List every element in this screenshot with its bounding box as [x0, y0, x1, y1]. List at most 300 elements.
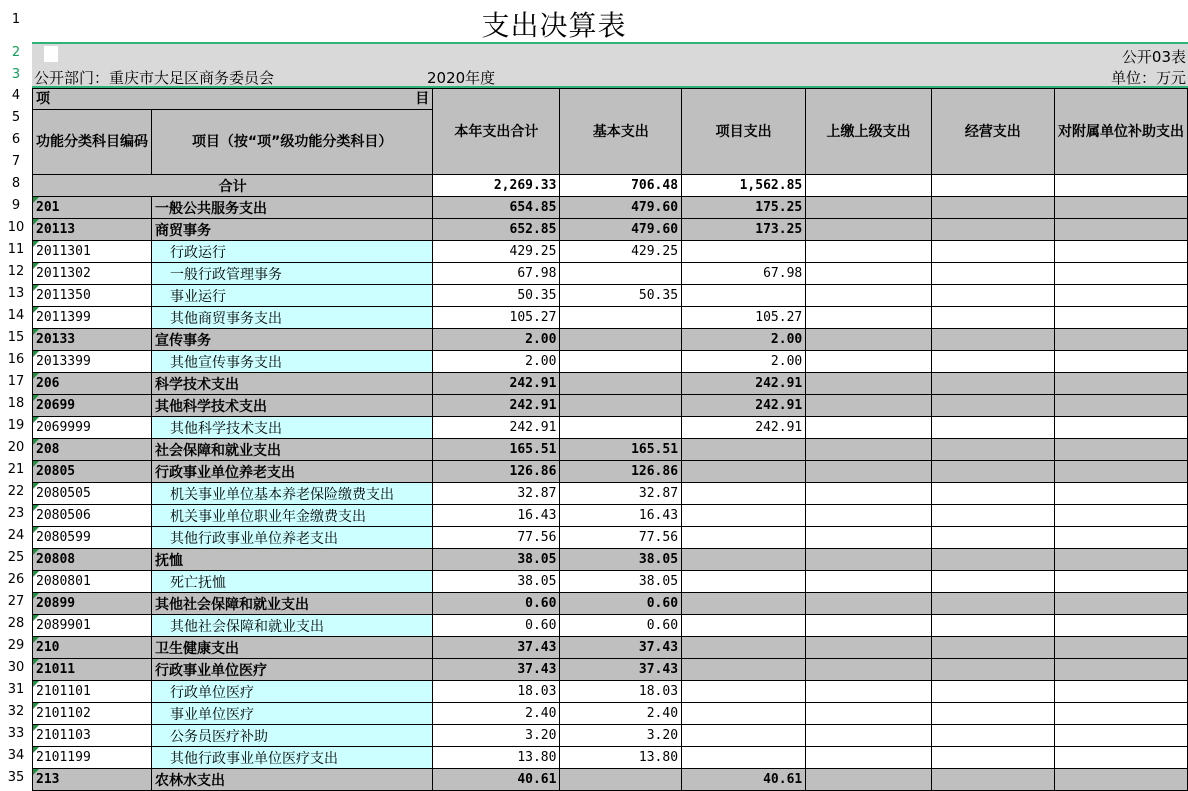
table-row: [33, 329, 1188, 351]
item-header-cell[interactable]: [33, 89, 433, 110]
value-cell[interactable]: 652.85: [433, 219, 560, 241]
row-number[interactable]: 17: [7, 374, 25, 389]
row-number[interactable]: 32: [7, 704, 25, 719]
value-cell[interactable]: [682, 593, 806, 615]
code-col-header[interactable]: 功能分类科目编码: [33, 110, 152, 175]
value-cell[interactable]: [1054, 241, 1187, 263]
name-cell[interactable]: 死亡抚恤: [152, 571, 433, 593]
value-cell[interactable]: [682, 659, 806, 681]
value-cell[interactable]: [931, 725, 1054, 747]
value-cell[interactable]: [682, 285, 806, 307]
name-cell[interactable]: 事业运行: [152, 285, 433, 307]
value-cell[interactable]: 165.51: [433, 439, 560, 461]
value-cell[interactable]: 105.27: [682, 307, 806, 329]
code-cell[interactable]: 2101101: [33, 681, 152, 703]
value-cell[interactable]: [682, 505, 806, 527]
value-cell[interactable]: [806, 549, 931, 571]
code-cell[interactable]: 21011: [33, 659, 152, 681]
name-cell[interactable]: 其他社会保障和就业支出: [152, 615, 433, 637]
value-cell[interactable]: 242.91: [682, 417, 806, 439]
col-header-2[interactable]: 项目支出: [682, 89, 806, 175]
value-cell[interactable]: 40.61: [433, 769, 560, 791]
row-number[interactable]: 30: [7, 660, 25, 675]
row-number[interactable]: 35: [7, 770, 25, 785]
value-cell[interactable]: 0.60: [560, 615, 682, 637]
value-cell[interactable]: [682, 483, 806, 505]
row-number[interactable]: 8: [11, 176, 21, 191]
row-number[interactable]: 34: [7, 748, 25, 763]
row-number-gutter: [0, 0, 32, 791]
value-cell[interactable]: [560, 263, 682, 285]
value-cell[interactable]: [806, 241, 931, 263]
value-cell[interactable]: [1054, 681, 1187, 703]
table-row: [33, 549, 1188, 571]
value-cell[interactable]: [1054, 637, 1187, 659]
code-cell[interactable]: 2101199: [33, 747, 152, 769]
value-cell[interactable]: 126.86: [433, 461, 560, 483]
value-cell[interactable]: [931, 747, 1054, 769]
row-number[interactable]: 13: [7, 286, 25, 301]
row-number[interactable]: 11: [7, 242, 25, 257]
value-cell[interactable]: 37.43: [560, 637, 682, 659]
value-cell[interactable]: 175.25: [682, 197, 806, 219]
code-cell[interactable]: 20699: [33, 395, 152, 417]
row-number[interactable]: 2: [11, 45, 21, 60]
value-cell[interactable]: 16.43: [560, 505, 682, 527]
value-cell[interactable]: [1054, 219, 1187, 241]
code-cell[interactable]: 20899: [33, 593, 152, 615]
value-cell[interactable]: [682, 703, 806, 725]
value-cell[interactable]: [931, 219, 1054, 241]
code-cell[interactable]: 2089901: [33, 615, 152, 637]
value-cell[interactable]: 37.43: [433, 659, 560, 681]
value-cell[interactable]: 0.60: [433, 615, 560, 637]
code-cell[interactable]: 2080801: [33, 571, 152, 593]
item-header-right: 目: [415, 91, 430, 107]
value-cell[interactable]: [1054, 373, 1187, 395]
value-cell[interactable]: 429.25: [433, 241, 560, 263]
row-number[interactable]: 26: [7, 572, 25, 587]
value-cell[interactable]: 242.91: [682, 395, 806, 417]
table-row: [33, 461, 1188, 483]
value-cell[interactable]: [931, 637, 1054, 659]
value-cell[interactable]: [806, 417, 931, 439]
value-cell[interactable]: [806, 703, 931, 725]
value-cell[interactable]: [560, 373, 682, 395]
value-cell[interactable]: [560, 417, 682, 439]
value-cell[interactable]: 165.51: [560, 439, 682, 461]
value-cell[interactable]: [1054, 307, 1187, 329]
value-cell[interactable]: [682, 549, 806, 571]
value-cell[interactable]: [1054, 549, 1187, 571]
value-cell[interactable]: [931, 351, 1054, 373]
value-cell[interactable]: [1054, 417, 1187, 439]
table-row: [33, 219, 1188, 241]
row-number[interactable]: 5: [11, 110, 21, 125]
department-label: 公开部门：重庆市大足区商务委员会: [34, 69, 275, 87]
value-cell[interactable]: [931, 681, 1054, 703]
code-cell[interactable]: 2069999: [33, 417, 152, 439]
name-cell[interactable]: 其他科学技术支出: [152, 417, 433, 439]
name-cell[interactable]: 其他行政事业单位医疗支出: [152, 747, 433, 769]
value-cell[interactable]: [560, 329, 682, 351]
value-cell[interactable]: [931, 593, 1054, 615]
value-cell[interactable]: 32.87: [560, 483, 682, 505]
row-number[interactable]: 33: [7, 726, 25, 741]
row-number[interactable]: 12: [7, 264, 25, 279]
value-cell[interactable]: 67.98: [433, 263, 560, 285]
value-cell[interactable]: [806, 197, 931, 219]
value-cell[interactable]: 173.25: [682, 219, 806, 241]
code-cell[interactable]: 208: [33, 439, 152, 461]
value-cell[interactable]: [931, 549, 1054, 571]
code-cell[interactable]: 2011350: [33, 285, 152, 307]
spreadsheet: [32, 0, 1188, 791]
name-col-header[interactable]: 项目（按“项”级功能分类科目）: [152, 110, 433, 175]
value-cell[interactable]: [1054, 703, 1187, 725]
value-cell[interactable]: [1054, 197, 1187, 219]
header-row-item: [33, 89, 1188, 110]
row-number[interactable]: 7: [11, 154, 21, 169]
row-number[interactable]: 18: [7, 396, 25, 411]
table-row: [33, 241, 1188, 263]
code-cell[interactable]: 2080505: [33, 483, 152, 505]
code-cell[interactable]: 2011399: [33, 307, 152, 329]
row-number[interactable]: 28: [7, 616, 25, 631]
value-cell[interactable]: [806, 637, 931, 659]
value-cell[interactable]: [931, 571, 1054, 593]
name-cell[interactable]: 公务员医疗补助: [152, 725, 433, 747]
value-cell[interactable]: 77.56: [560, 527, 682, 549]
value-cell[interactable]: [682, 461, 806, 483]
table-row: [33, 769, 1188, 791]
total-cell-5[interactable]: [1054, 175, 1187, 197]
value-cell[interactable]: [1054, 483, 1187, 505]
value-cell[interactable]: [806, 659, 931, 681]
name-cell[interactable]: 商贸事务: [152, 219, 433, 241]
name-cell[interactable]: 其他商贸事务支出: [152, 307, 433, 329]
name-cell[interactable]: 行政运行: [152, 241, 433, 263]
value-cell[interactable]: [806, 307, 931, 329]
name-cell[interactable]: 行政事业单位医疗: [152, 659, 433, 681]
row-number[interactable]: 22: [7, 484, 25, 499]
value-cell[interactable]: [1054, 263, 1187, 285]
year-label: 2020年度: [427, 69, 496, 87]
value-cell[interactable]: 38.05: [433, 549, 560, 571]
value-cell[interactable]: 105.27: [433, 307, 560, 329]
value-cell[interactable]: 0.60: [560, 593, 682, 615]
value-cell[interactable]: [1054, 615, 1187, 637]
name-cell[interactable]: 农林水支出: [152, 769, 433, 791]
name-cell[interactable]: 行政事业单位养老支出: [152, 461, 433, 483]
value-cell[interactable]: [1054, 593, 1187, 615]
value-cell[interactable]: 2.00: [682, 351, 806, 373]
code-cell[interactable]: 20808: [33, 549, 152, 571]
value-cell[interactable]: [931, 461, 1054, 483]
name-cell[interactable]: 其他科学技术支出: [152, 395, 433, 417]
row-number[interactable]: 4: [11, 88, 21, 103]
col-header-5[interactable]: 对附属单位补助支出: [1054, 89, 1187, 175]
name-cell[interactable]: 一般行政管理事务: [152, 263, 433, 285]
value-cell[interactable]: 654.85: [433, 197, 560, 219]
code-cell[interactable]: 2101102: [33, 703, 152, 725]
name-cell[interactable]: 卫生健康支出: [152, 637, 433, 659]
value-cell[interactable]: 3.20: [560, 725, 682, 747]
row-number[interactable]: 3: [11, 67, 21, 82]
value-cell[interactable]: 2.00: [682, 329, 806, 351]
value-cell[interactable]: [806, 593, 931, 615]
name-cell[interactable]: 事业单位医疗: [152, 703, 433, 725]
table-row: [33, 373, 1188, 395]
table-row: [33, 417, 1188, 439]
table-row: [33, 637, 1188, 659]
row-number[interactable]: 10: [7, 220, 25, 235]
title-row: [32, 0, 1188, 44]
value-cell[interactable]: [682, 637, 806, 659]
value-cell[interactable]: [806, 483, 931, 505]
value-cell[interactable]: 0.60: [433, 593, 560, 615]
value-cell[interactable]: 38.05: [560, 571, 682, 593]
table-row: [33, 593, 1188, 615]
value-cell[interactable]: [806, 615, 931, 637]
value-cell[interactable]: [806, 747, 931, 769]
value-cell[interactable]: [560, 307, 682, 329]
value-cell[interactable]: 2.00: [433, 329, 560, 351]
col-header-0[interactable]: 本年支出合计: [433, 89, 560, 175]
value-cell[interactable]: [931, 769, 1054, 791]
value-cell[interactable]: [806, 527, 931, 549]
row-number[interactable]: 20: [7, 440, 25, 455]
name-cell[interactable]: 一般公共服务支出: [152, 197, 433, 219]
table-row: [33, 681, 1188, 703]
code-cell[interactable]: 213: [33, 769, 152, 791]
row-number[interactable]: 14: [7, 308, 25, 323]
table-row: [33, 307, 1188, 329]
value-cell[interactable]: 2.40: [433, 703, 560, 725]
value-cell[interactable]: [931, 197, 1054, 219]
value-cell[interactable]: [682, 527, 806, 549]
value-cell[interactable]: [931, 241, 1054, 263]
total-label[interactable]: 合计: [33, 175, 433, 197]
code-cell[interactable]: 2080599: [33, 527, 152, 549]
value-cell[interactable]: [560, 351, 682, 373]
name-cell[interactable]: 其他宣传事务支出: [152, 351, 433, 373]
total-cell-0[interactable]: 2,269.33: [433, 175, 560, 197]
total-cell-2[interactable]: 1,562.85: [682, 175, 806, 197]
table-row: [33, 725, 1188, 747]
name-cell[interactable]: 其他社会保障和就业支出: [152, 593, 433, 615]
value-cell[interactable]: [1054, 461, 1187, 483]
code-cell[interactable]: 20113: [33, 219, 152, 241]
name-cell[interactable]: 社会保障和就业支出: [152, 439, 433, 461]
value-cell[interactable]: 18.03: [433, 681, 560, 703]
value-cell[interactable]: [1054, 285, 1187, 307]
table-row: [33, 615, 1188, 637]
col-header-3[interactable]: 上缴上级支出: [806, 89, 931, 175]
value-cell[interactable]: 3.20: [433, 725, 560, 747]
value-cell[interactable]: [806, 219, 931, 241]
value-cell[interactable]: [931, 505, 1054, 527]
value-cell[interactable]: 16.43: [433, 505, 560, 527]
table-row: [33, 197, 1188, 219]
code-cell[interactable]: 20805: [33, 461, 152, 483]
row-number[interactable]: 25: [7, 550, 25, 565]
value-cell[interactable]: 50.35: [433, 285, 560, 307]
row-number[interactable]: 31: [7, 682, 25, 697]
code-cell[interactable]: 2080506: [33, 505, 152, 527]
value-cell[interactable]: 242.91: [682, 373, 806, 395]
name-cell[interactable]: 行政单位医疗: [152, 681, 433, 703]
value-cell[interactable]: 37.43: [433, 637, 560, 659]
code-cell[interactable]: 2011301: [33, 241, 152, 263]
selected-cell[interactable]: [44, 46, 58, 62]
value-cell[interactable]: [806, 263, 931, 285]
value-cell[interactable]: [560, 395, 682, 417]
value-cell[interactable]: 13.80: [560, 747, 682, 769]
value-cell[interactable]: [931, 373, 1054, 395]
value-cell[interactable]: [931, 483, 1054, 505]
name-cell[interactable]: 其他行政事业单位养老支出: [152, 527, 433, 549]
row-number[interactable]: 1: [11, 12, 21, 27]
value-cell[interactable]: [931, 703, 1054, 725]
value-cell[interactable]: [1054, 769, 1187, 791]
table-row: [33, 571, 1188, 593]
row-number[interactable]: 23: [7, 506, 25, 521]
code-cell[interactable]: 2013399: [33, 351, 152, 373]
value-cell[interactable]: 40.61: [682, 769, 806, 791]
table-row: [33, 659, 1188, 681]
total-cell-4[interactable]: [931, 175, 1054, 197]
value-cell[interactable]: [1054, 329, 1187, 351]
value-cell[interactable]: 126.86: [560, 461, 682, 483]
total-row: [33, 175, 1188, 197]
code-cell[interactable]: 206: [33, 373, 152, 395]
value-cell[interactable]: 67.98: [682, 263, 806, 285]
value-cell[interactable]: [931, 263, 1054, 285]
code-cell[interactable]: 201: [33, 197, 152, 219]
value-cell[interactable]: [1054, 351, 1187, 373]
row-number[interactable]: 19: [7, 418, 25, 433]
value-cell[interactable]: 13.80: [433, 747, 560, 769]
code-cell[interactable]: 2011302: [33, 263, 152, 285]
value-cell[interactable]: [931, 439, 1054, 461]
value-cell[interactable]: [682, 241, 806, 263]
value-cell[interactable]: 37.43: [560, 659, 682, 681]
value-cell[interactable]: 18.03: [560, 681, 682, 703]
row-number[interactable]: 24: [7, 528, 25, 543]
value-cell[interactable]: [806, 373, 931, 395]
total-cell-1[interactable]: 706.48: [560, 175, 682, 197]
value-cell[interactable]: [806, 285, 931, 307]
value-cell[interactable]: 32.87: [433, 483, 560, 505]
row-number[interactable]: 21: [7, 462, 25, 477]
value-cell[interactable]: 242.91: [433, 395, 560, 417]
table-row: [33, 439, 1188, 461]
col-header-4[interactable]: 经营支出: [931, 89, 1054, 175]
value-cell[interactable]: [682, 615, 806, 637]
name-cell[interactable]: 科学技术支出: [152, 373, 433, 395]
code-cell[interactable]: 210: [33, 637, 152, 659]
value-cell[interactable]: 429.25: [560, 241, 682, 263]
table-row: [33, 483, 1188, 505]
value-cell[interactable]: [1054, 571, 1187, 593]
value-cell[interactable]: [806, 439, 931, 461]
value-cell[interactable]: [1054, 395, 1187, 417]
row-number[interactable]: 29: [7, 638, 25, 653]
value-cell[interactable]: [560, 769, 682, 791]
name-cell[interactable]: 机关事业单位职业年金缴费支出: [152, 505, 433, 527]
value-cell[interactable]: [931, 659, 1054, 681]
row-number[interactable]: 27: [7, 594, 25, 609]
value-cell[interactable]: [682, 571, 806, 593]
total-cell-3[interactable]: [806, 175, 931, 197]
value-cell[interactable]: 77.56: [433, 527, 560, 549]
value-cell[interactable]: [682, 681, 806, 703]
page-title: 支出决算表: [481, 9, 627, 42]
value-cell[interactable]: [931, 417, 1054, 439]
value-cell[interactable]: [806, 681, 931, 703]
item-header-left: 项: [36, 91, 50, 107]
value-cell[interactable]: [682, 439, 806, 461]
table-row: [33, 263, 1188, 285]
value-cell[interactable]: [806, 769, 931, 791]
col-header-1[interactable]: 基本支出: [560, 89, 682, 175]
value-cell[interactable]: [806, 461, 931, 483]
value-cell[interactable]: [806, 395, 931, 417]
value-cell[interactable]: [1054, 527, 1187, 549]
table-row: [33, 395, 1188, 417]
row-number[interactable]: 9: [11, 198, 21, 213]
value-cell[interactable]: 242.91: [433, 373, 560, 395]
value-cell[interactable]: 38.05: [560, 549, 682, 571]
value-cell[interactable]: [1054, 659, 1187, 681]
value-cell[interactable]: [931, 615, 1054, 637]
value-cell[interactable]: [806, 329, 931, 351]
value-cell[interactable]: [806, 725, 931, 747]
name-cell[interactable]: 宣传事务: [152, 329, 433, 351]
value-cell[interactable]: 38.05: [433, 571, 560, 593]
row-number[interactable]: 16: [7, 352, 25, 367]
value-cell[interactable]: 479.60: [560, 219, 682, 241]
value-cell[interactable]: 242.91: [433, 417, 560, 439]
value-cell[interactable]: [1054, 505, 1187, 527]
name-cell[interactable]: 机关事业单位基本养老保险缴费支出: [152, 483, 433, 505]
code-cell[interactable]: 20133: [33, 329, 152, 351]
value-cell[interactable]: [682, 725, 806, 747]
value-cell[interactable]: [931, 329, 1054, 351]
expenditure-table: [32, 88, 1188, 791]
value-cell[interactable]: [1054, 747, 1187, 769]
value-cell[interactable]: [931, 285, 1054, 307]
row-number[interactable]: 6: [11, 132, 21, 147]
value-cell[interactable]: 2.40: [560, 703, 682, 725]
value-cell[interactable]: [1054, 439, 1187, 461]
value-cell[interactable]: [806, 351, 931, 373]
value-cell[interactable]: [1054, 725, 1187, 747]
value-cell[interactable]: 50.35: [560, 285, 682, 307]
value-cell[interactable]: [682, 747, 806, 769]
code-cell[interactable]: 2101103: [33, 725, 152, 747]
value-cell[interactable]: 2.00: [433, 351, 560, 373]
value-cell[interactable]: [931, 395, 1054, 417]
value-cell[interactable]: [806, 571, 931, 593]
value-cell[interactable]: [931, 307, 1054, 329]
name-cell[interactable]: 抚恤: [152, 549, 433, 571]
row-number[interactable]: 15: [7, 330, 25, 345]
value-cell[interactable]: [931, 527, 1054, 549]
value-cell[interactable]: [806, 505, 931, 527]
value-cell[interactable]: 479.60: [560, 197, 682, 219]
